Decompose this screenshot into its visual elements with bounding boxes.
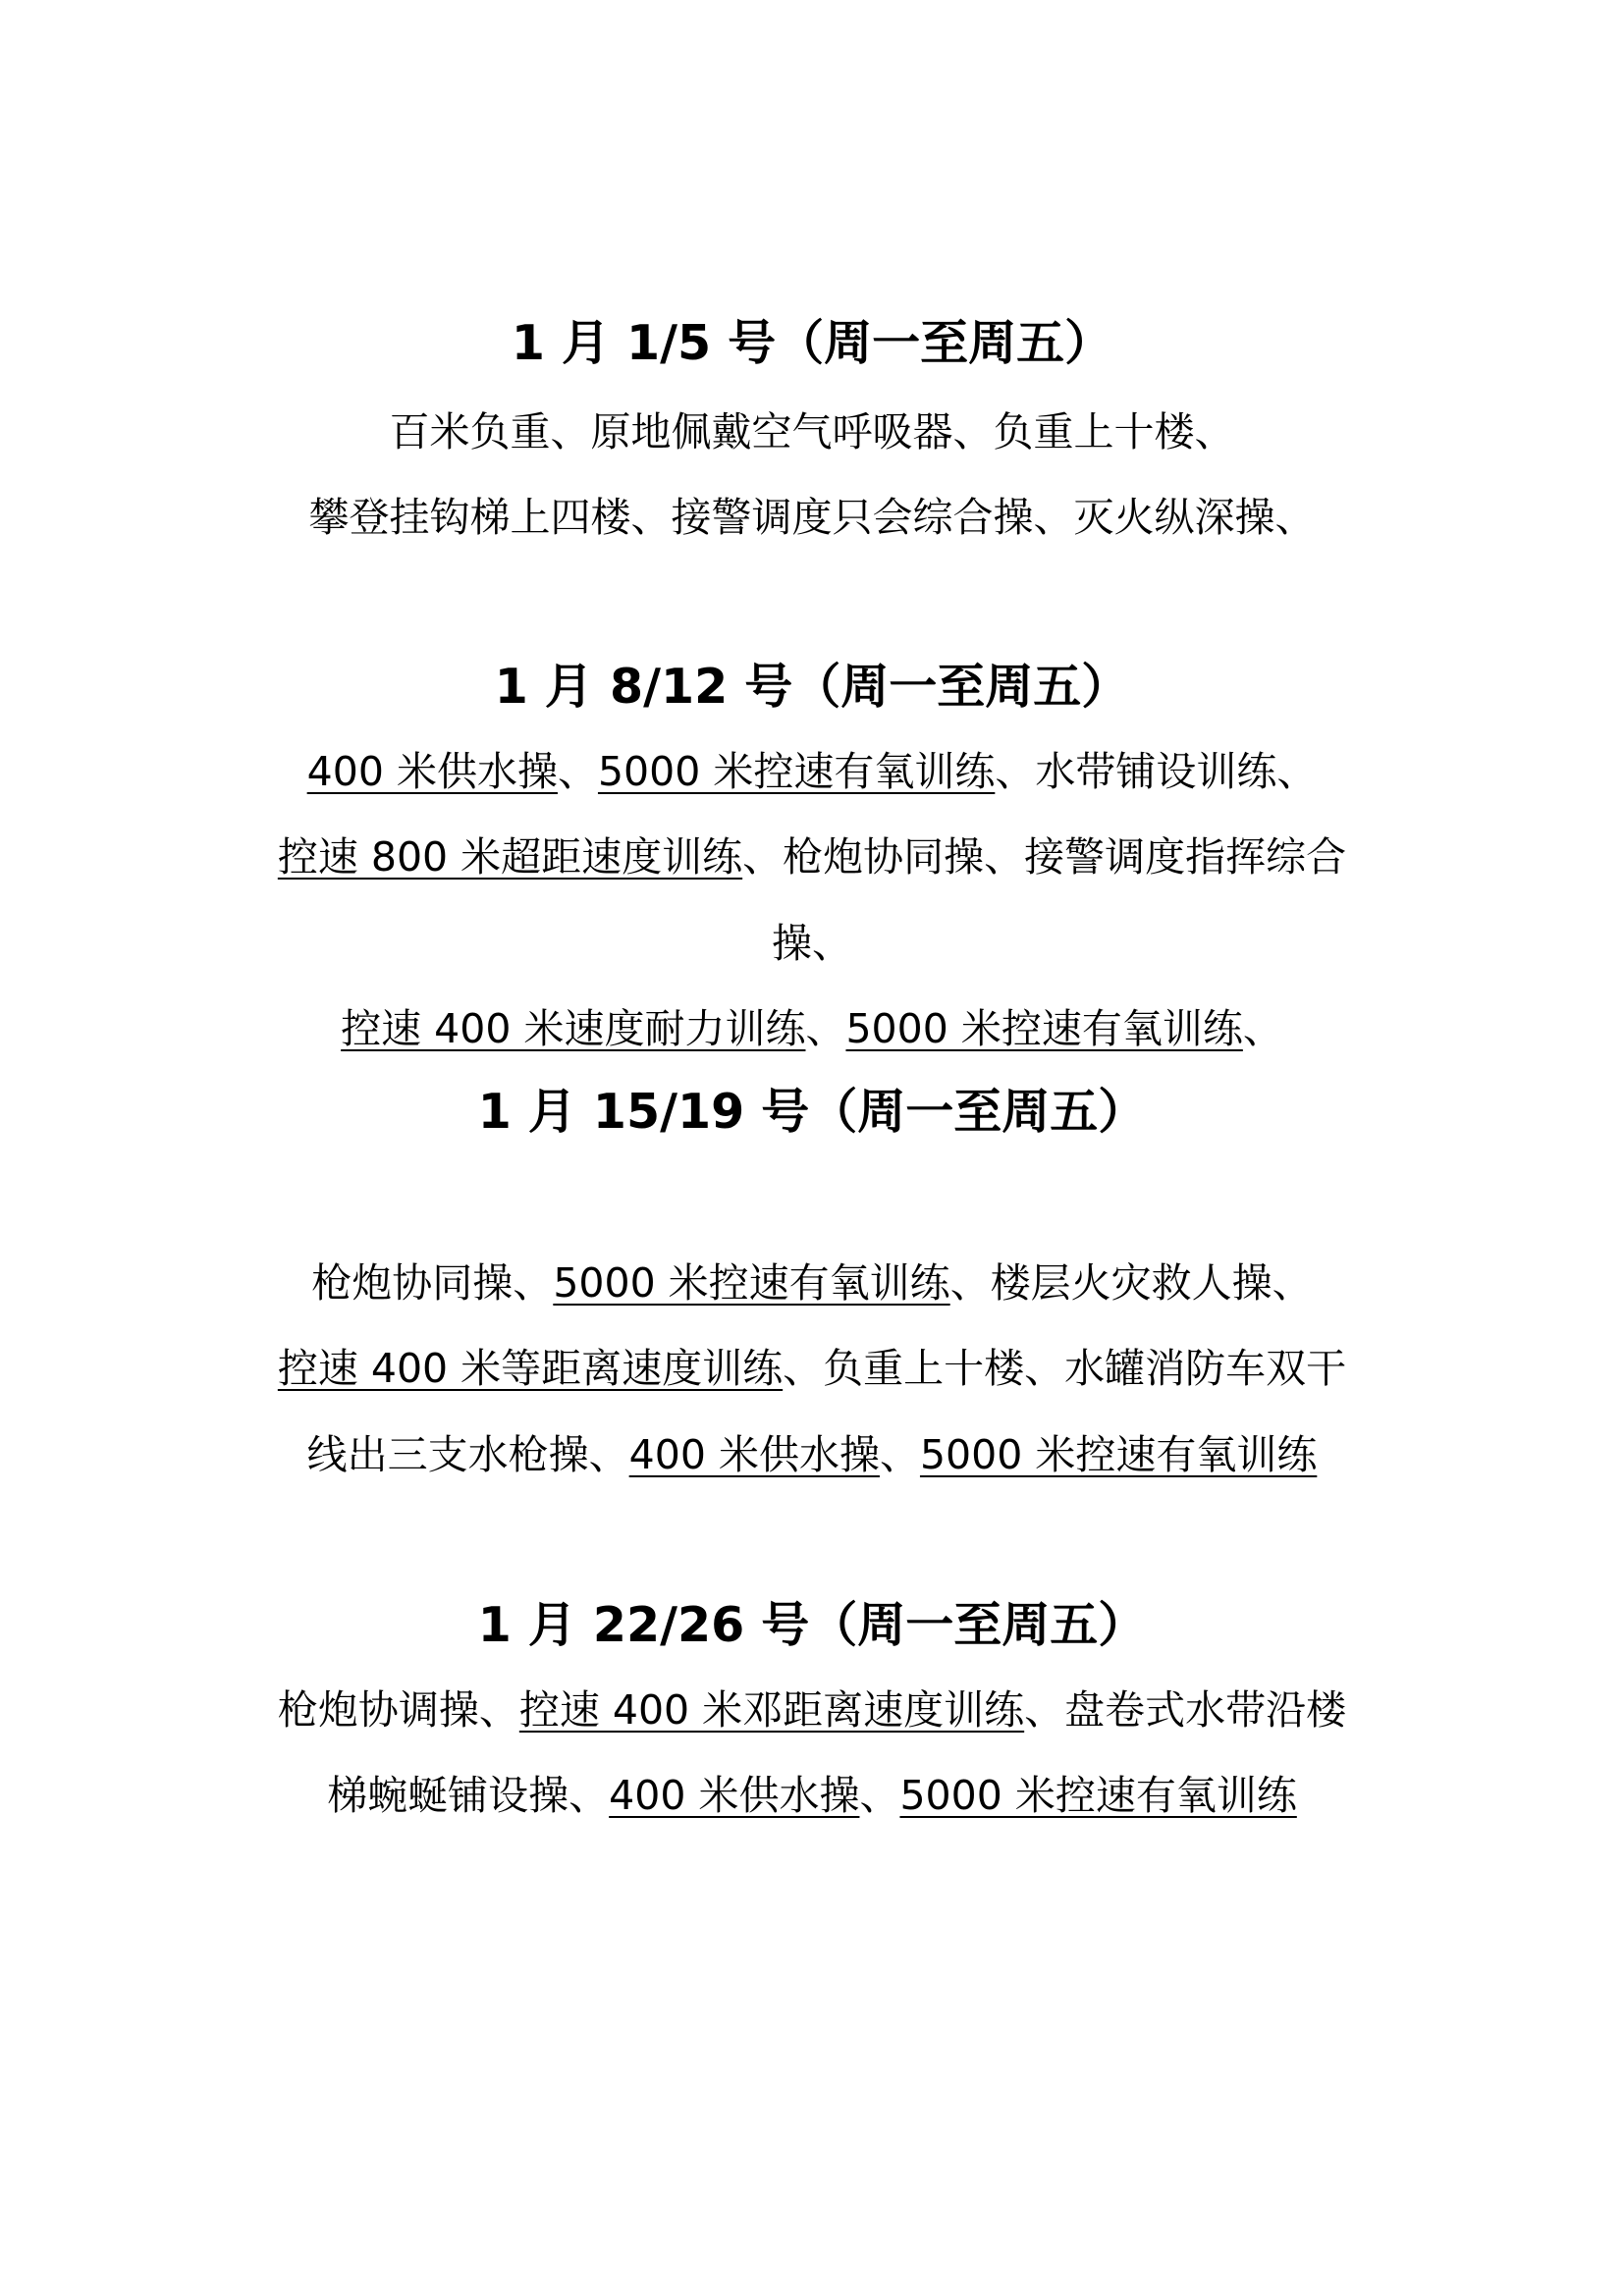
plain-text: 线出三支水枪操、 [306, 1431, 629, 1478]
plain-text: 、盘卷式水带沿楼 [1024, 1686, 1347, 1734]
underlined-item: 400 米供水操 [609, 1772, 860, 1819]
plain-text: 、 [879, 1431, 920, 1478]
week-2-line-4 [0, 1003, 1624, 1054]
underlined-item: 控速 400 米邓距离速度训练 [518, 1686, 1025, 1734]
week-4-line-2 [0, 1770, 1624, 1821]
plain-text: 梯蜿蜒铺设操、 [327, 1772, 610, 1819]
week-3-line-2 [0, 1343, 1624, 1394]
week-4-line-1 [0, 1684, 1624, 1735]
week-1-heading: 1 月 1/5 号（周一至周五） [511, 315, 1113, 371]
plain-text: 、枪炮协同操、接警调度指挥综合 [742, 833, 1347, 881]
underlined-item: 5000 米控速有氧训练 [919, 1431, 1318, 1478]
plain-text: 、 [805, 1005, 846, 1052]
plain-text: 、 [859, 1772, 900, 1819]
underlined-item: 5000 米控速有氧训练 [899, 1772, 1297, 1819]
week-3-heading: 1 月 15/19 号（周一至周五） [477, 1084, 1147, 1140]
week-3-line-1 [0, 1257, 1624, 1308]
plain-text: 、楼层火灾救人操、 [949, 1259, 1313, 1307]
underlined-item: 控速 800 米超距速度训练 [277, 833, 743, 881]
plain-text: 百米负重、原地佩戴空气呼吸器、负重上十楼、 [389, 408, 1235, 455]
underlined-item: 控速 400 米速度耐力训练 [341, 1005, 806, 1052]
plain-text: 操、 [772, 920, 852, 967]
week-4-heading: 1 月 22/26 号（周一至周五） [477, 1597, 1147, 1653]
underlined-item: 控速 400 米等距离速度训练 [277, 1345, 784, 1392]
plain-text: 、负重上十楼、水罐消防车双干 [783, 1345, 1347, 1392]
plain-text: 、 [557, 748, 598, 795]
underlined-item: 5000 米控速有氧训练 [845, 1005, 1243, 1052]
week-2-heading: 1 月 8/12 号（周一至周五） [494, 659, 1130, 715]
underlined-item: 5000 米控速有氧训练 [553, 1259, 950, 1307]
plain-text: 枪炮协调操、 [277, 1686, 519, 1734]
week-3-line-3 [0, 1429, 1624, 1480]
underlined-item: 400 米供水操 [306, 748, 558, 795]
underlined-item: 400 米供水操 [628, 1431, 880, 1478]
week-1-line-2 [0, 492, 1624, 543]
underlined-item: 5000 米控速有氧训练 [597, 748, 996, 795]
week-2-line-2 [0, 831, 1624, 882]
week-2-line-1 [0, 746, 1624, 797]
plain-text: 攀登挂钩梯上四楼、接警调度只会综合操、灭火纵深操、 [308, 494, 1316, 541]
plain-text: 、水带铺设训练、 [995, 748, 1318, 795]
week-2-line-3 [0, 918, 1624, 969]
week-1-line-1 [0, 406, 1624, 457]
plain-text: 枪炮协同操、 [311, 1259, 554, 1307]
plain-text: 、 [1242, 1005, 1283, 1052]
